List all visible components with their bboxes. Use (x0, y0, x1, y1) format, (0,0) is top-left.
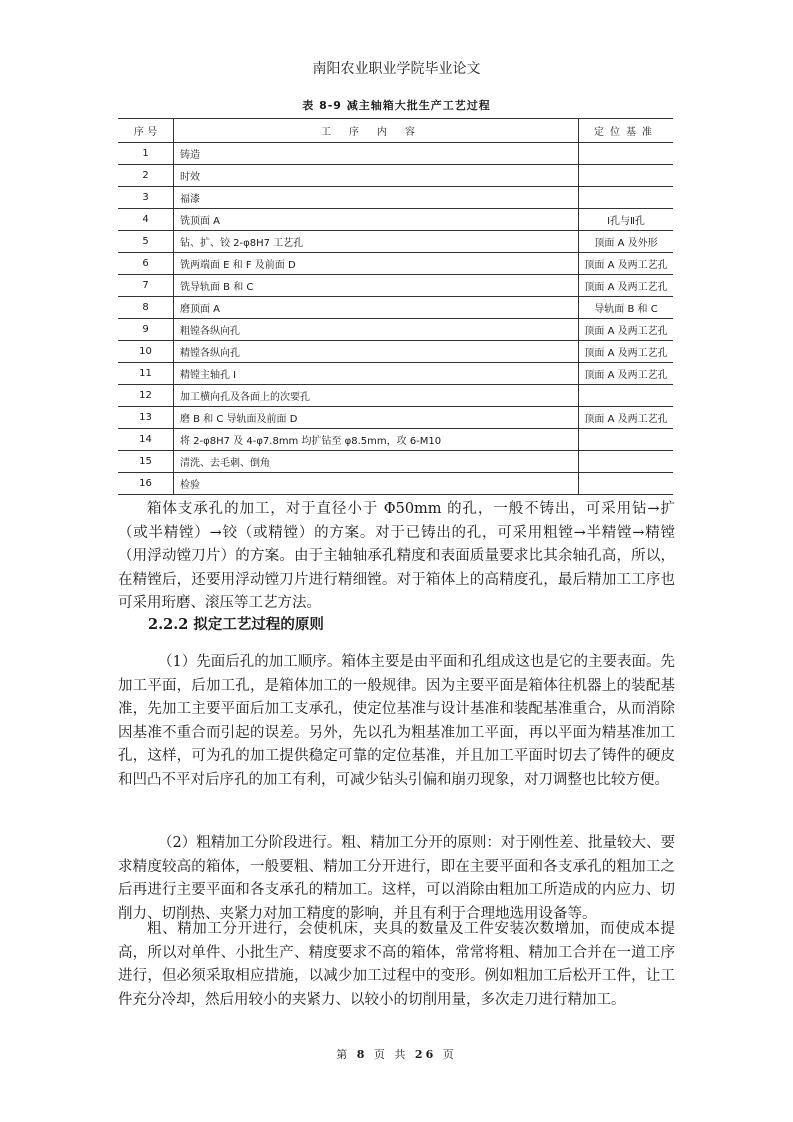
row-content: 铣导轨面 B 和 C (174, 275, 579, 297)
row-content: 磨 B 和 C 导轨面及前面 D (174, 407, 579, 429)
row-content: 精镗主轴孔 Ⅰ (174, 363, 579, 385)
row-number: 11 (118, 363, 174, 385)
row-number: 3 (118, 187, 174, 209)
table-row (118, 253, 673, 275)
table-title: 表 8-9 减主轴箱大批生产工艺过程 (302, 99, 491, 112)
table-row (118, 341, 673, 363)
table-row (118, 187, 673, 209)
footer-total-pages: 26 (414, 1048, 437, 1061)
row-number: 7 (118, 275, 174, 297)
table-row (118, 385, 673, 407)
table-row (118, 451, 673, 473)
paragraph-face-before-hole: （1）先面后孔的加工顺序。箱体主要是由平面和孔组成这也是它的主要表面。先加工平面，后加工孔，是箱体加工的一般规律。因为主要平面是箱体往机器上的装配基准，先加工主要平面后加工支承孔，使定位基准与设计基准和装配基准重合，从而消除因基准不重合而引起的误差。另外，先以孔为粗基准加工平面，再以平面为精基准加工孔，这样，可为孔的加工提供稳定可靠的定位基准，并且加工平面时切去了铸件的硬皮和凹凸不平对后序孔的加工有利，可减少钻头引偏和崩刃现象，对刀调整也比较方便。 (118, 654, 675, 788)
table-body (118, 143, 673, 495)
page-header: 南阳农业职业学院毕业论文 (312, 61, 481, 77)
row-number: 6 (118, 253, 174, 275)
table-row (118, 473, 673, 495)
row-number: 1 (118, 143, 174, 165)
row-number: 12 (118, 385, 174, 407)
row-number: 14 (118, 429, 174, 451)
row-datum: 顶面 A 及两工艺孔 (579, 253, 674, 275)
row-content: 清洗、去毛刺、倒角 (174, 451, 579, 473)
paragraph-rough-finish-stages: （2）粗精加工分阶段进行。粗、精加工分开的原则：对于刚性差、批量较大、要求精度较高的箱体，一般要粗、精加工分开进行，即在主要平面和各支承孔的粗加工之后再进行主要平面和各支承孔的精加工。这样，可以消除由粗加工所造成的内应力、切削力、切削热、夹紧力对加工精度的影响，并且有利于合理地选用设备等。 (118, 835, 675, 922)
row-datum (579, 143, 674, 165)
table-row (118, 407, 673, 429)
row-datum: 顶面 A 及外形 (579, 231, 674, 253)
paragraph-hole-machining: 箱体支承孔的加工，对于直径小于 Φ50mm 的孔，一般不铸出，可采用钻→扩（或半精镗）→铰（或精镗）的方案。对于已铸出的孔，可采用粗镗→半精镗→精镗（用浮动镗刀片）的方案。由于主轴轴承孔精度和表面质量要求比其余轴孔高，所以，在精镗后，还要用浮动镗刀片进行精细镗。对于箱体上的高精度孔，最后精加工工序也可采用珩磨、滚压等工艺方法。 (118, 501, 675, 611)
row-number: 9 (118, 319, 174, 341)
table-row (118, 231, 673, 253)
row-datum: 顶面 A 及两工艺孔 (579, 341, 674, 363)
row-datum (579, 187, 674, 209)
row-datum: 顶面 A 及两工艺孔 (579, 363, 674, 385)
row-number: 13 (118, 407, 174, 429)
row-content: 加工横向孔及各面上的次要孔 (174, 385, 579, 407)
table-row (118, 165, 673, 187)
row-content: 铣两端面 E 和 F 及前面 D (174, 253, 579, 275)
row-number: 2 (118, 165, 174, 187)
table-row (118, 319, 673, 341)
row-number: 16 (118, 473, 174, 495)
table-row (118, 297, 673, 319)
table-row (118, 429, 673, 451)
row-number: 15 (118, 451, 174, 473)
row-content: 检验 (174, 473, 579, 495)
footer-mid: 页 共 (373, 1048, 409, 1061)
row-datum (579, 473, 674, 495)
row-content: 时效 (174, 165, 579, 187)
table-row (118, 209, 673, 231)
row-content: 福漆 (174, 187, 579, 209)
paragraph-rough-finish-combined: 粗、精加工分开进行，会使机床，夹具的数量及工件安装次数增加，而使成本提高，所以对单件、小批生产、精度要求不高的箱体，常常将粗、精加工合并在一道工序进行，但必须采取相应措施，以减少加工过程中的变形。例如粗加工后松开工件，让工件充分冷却，然后用较小的夹紧力、以较小的切削用量，多次走刀进行精加工。 (118, 921, 675, 1008)
row-datum (579, 429, 674, 451)
row-number: 8 (118, 297, 174, 319)
process-table (118, 118, 673, 495)
header-no: 序 号 (118, 119, 174, 143)
header-content: 工序内容 (174, 119, 579, 143)
footer-page-number: 8 (356, 1048, 368, 1061)
row-content: 精镗各纵向孔 (174, 341, 579, 363)
header-datum: 定位基准 (579, 119, 674, 143)
section-heading: 2.2.2 拟定工艺过程的原则 (148, 616, 324, 633)
footer-suffix: 页 (442, 1048, 457, 1061)
row-datum: 顶面 A 及两工艺孔 (579, 407, 674, 429)
row-datum: Ⅰ孔与Ⅱ孔 (579, 209, 674, 231)
table-row (118, 363, 673, 385)
row-datum (579, 385, 674, 407)
table-row (118, 143, 673, 165)
table-header-row (118, 119, 673, 143)
page-footer (0, 1046, 793, 1062)
row-datum (579, 451, 674, 473)
row-content: 磨顶面 A (174, 297, 579, 319)
row-number: 5 (118, 231, 174, 253)
table-row (118, 275, 673, 297)
row-number: 4 (118, 209, 174, 231)
footer-prefix: 第 (336, 1048, 351, 1061)
row-content: 将 2-φ8H7 及 4-φ7.8mm 均扩钻至 φ8.5mm，攻 6-M10 (174, 429, 579, 451)
row-datum: 顶面 A 及两工艺孔 (579, 275, 674, 297)
row-content: 铸造 (174, 143, 579, 165)
row-datum (579, 165, 674, 187)
row-datum: 导轨面 B 和 C (579, 297, 674, 319)
row-content: 铣顶面 A (174, 209, 579, 231)
row-datum: 顶面 A 及两工艺孔 (579, 319, 674, 341)
row-number: 10 (118, 341, 174, 363)
row-content: 钻、扩、铰 2-φ8H7 工艺孔 (174, 231, 579, 253)
row-content: 粗镗各纵向孔 (174, 319, 579, 341)
